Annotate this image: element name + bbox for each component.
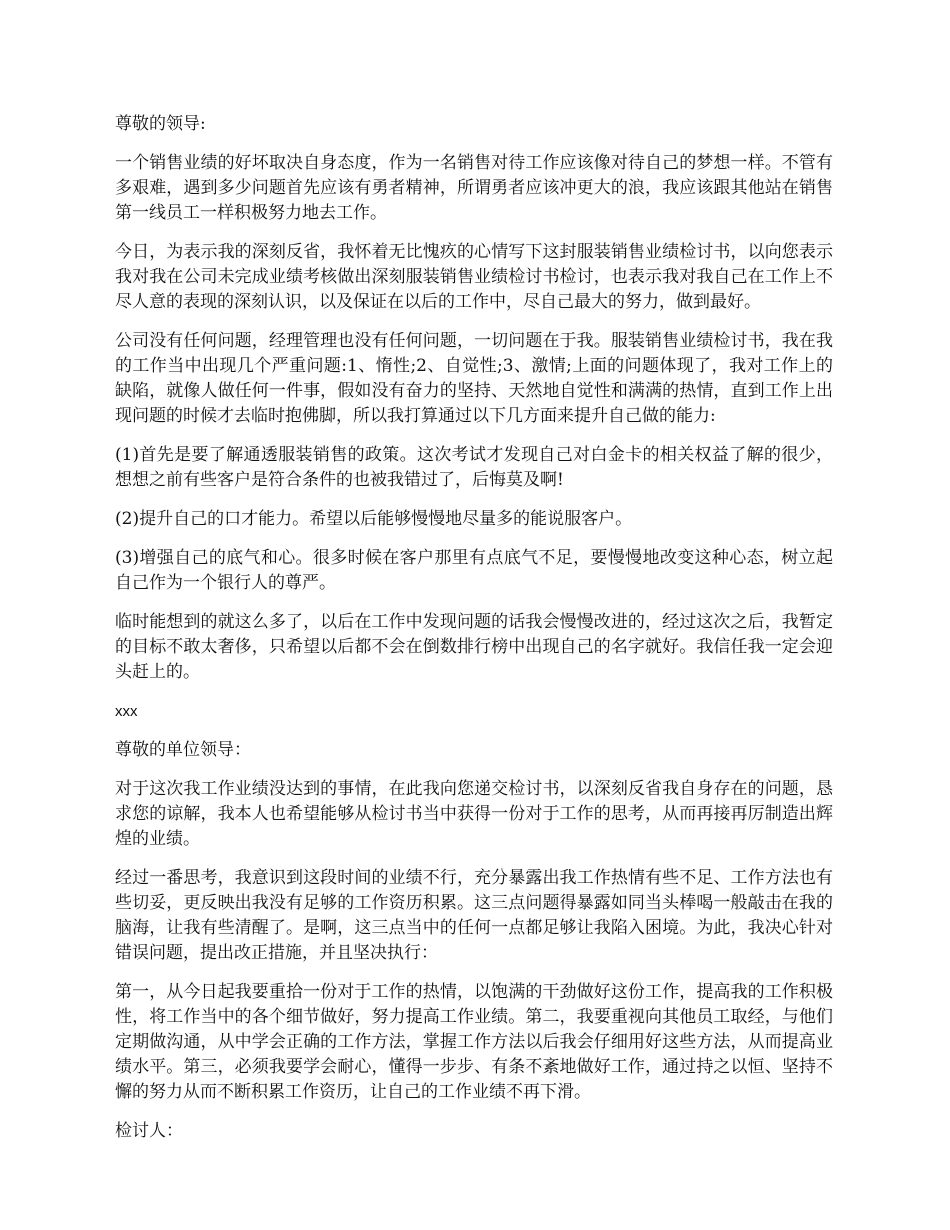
body-paragraph: 临时能想到的就这么多了，以后在工作中发现问题的话我会慢慢改进的，经过这次之后，我暂定的目标不敢太奢侈，只希望以后都不会在倒数排行榜中出现自己的名字就好。我信任我一定会迎头赶上的。 xyxy=(115,612,833,682)
body-paragraph: 第一，从今日起我要重拾一份对于工作的热情，以饱满的干劲做好这份工作，提高我的工作积极性，将工作当中的各个细节做好，努力提高工作业绩。第二，我要重视向其他员工取经，与他们定期做沟通，从中学会正确的工作方法，掌握工作方法以后我会仔细用好这些方法，从而提高业绩水平。第三，必须我要学会耐心，懂得一步步、有条不紊地做好工作，通过持之以恒、坚持不懈的努力从而不断积累工作资历，让自己的工作业绩不再下滑。 xyxy=(115,982,833,1102)
body-paragraph: 一个销售业绩的好坏取决自身态度，作为一名销售对待工作应该像对待自己的梦想一样。不管有多艰难，遇到多少问题首先应该有勇者精神，所谓勇者应该冲更大的浪，我应该跟其他站在销售第一线员工一样积极努力地去工作。 xyxy=(115,153,833,223)
body-paragraph: 对于这次我工作业绩没达到的事情，在此我向您递交检讨书，以深刻反省我自身存在的问题，恳求您的谅解，我本人也希望能够从检讨书当中获得一份对于工作的思考，从而再接再厉制造出辉煌的业绩。 xyxy=(115,779,833,849)
signature-line: 检讨人： xyxy=(115,1121,183,1141)
list-item: (1)首先是要了解通透服装销售的政策。这次考试才发现自己对白金卡的相关权益了解的很少，想想之前有些客户是符合条件的也被我错过了，后悔莫及啊! xyxy=(115,445,833,490)
body-paragraph: 公司没有任何问题，经理管理也没有任何问题，一切问题在于我。服装销售业绩检讨书，我在我的工作当中出现几个严重问题:1、惰性;2、自觉性;3、激情;上面的问题体现了，我对工作上的缺陷，就像人做任何一件事，假如没有奋力的坚持、天然地自觉性和满满的热情，直到工作上出现问题的时候才去临时抱佛脚，所以我打算通过以下几方面来提升自己做的能力: xyxy=(115,331,833,426)
body-paragraph: 今日，为表示我的深刻反省，我怀着无比愧疚的心情写下这封服装销售业绩检讨书，以向您表示我对我在公司未完成业绩考核做出深刻服装销售业绩检讨书检讨，也表示我对我自己在工作上不尽人意的表现的深刻认识，以及保证在以后的工作中，尽自己最大的努力，做到最好。 xyxy=(115,242,833,312)
document-page xyxy=(115,112,833,1158)
salutation: 尊敬的单位领导： xyxy=(115,740,251,760)
list-item: (3)增强自己的底气和心。很多时候在客户那里有点底气不足，要慢慢地改变这种心态，树立起自己作为一个银行人的尊严。 xyxy=(115,548,833,593)
salutation: 尊敬的领导: xyxy=(115,114,206,134)
signature: xxx xyxy=(115,703,138,720)
body-paragraph: 经过一番思考，我意识到这段时间的业绩不行，充分暴露出我工作热情有些不足、工作方法也有些切妥，更反映出我没有足够的工作资历积累。这三点问题得暴露如同当头棒喝一般敲击在我的脑海，让我有些清醒了。是啊，这三点当中的任何一点都足够让我陷入困境。为此，我决心针对错误问题，提出改正措施，并且坚决执行： xyxy=(115,868,833,963)
list-item: (2)提升自己的口才能力。希望以后能够慢慢地尽量多的能说服客户。 xyxy=(115,509,633,529)
